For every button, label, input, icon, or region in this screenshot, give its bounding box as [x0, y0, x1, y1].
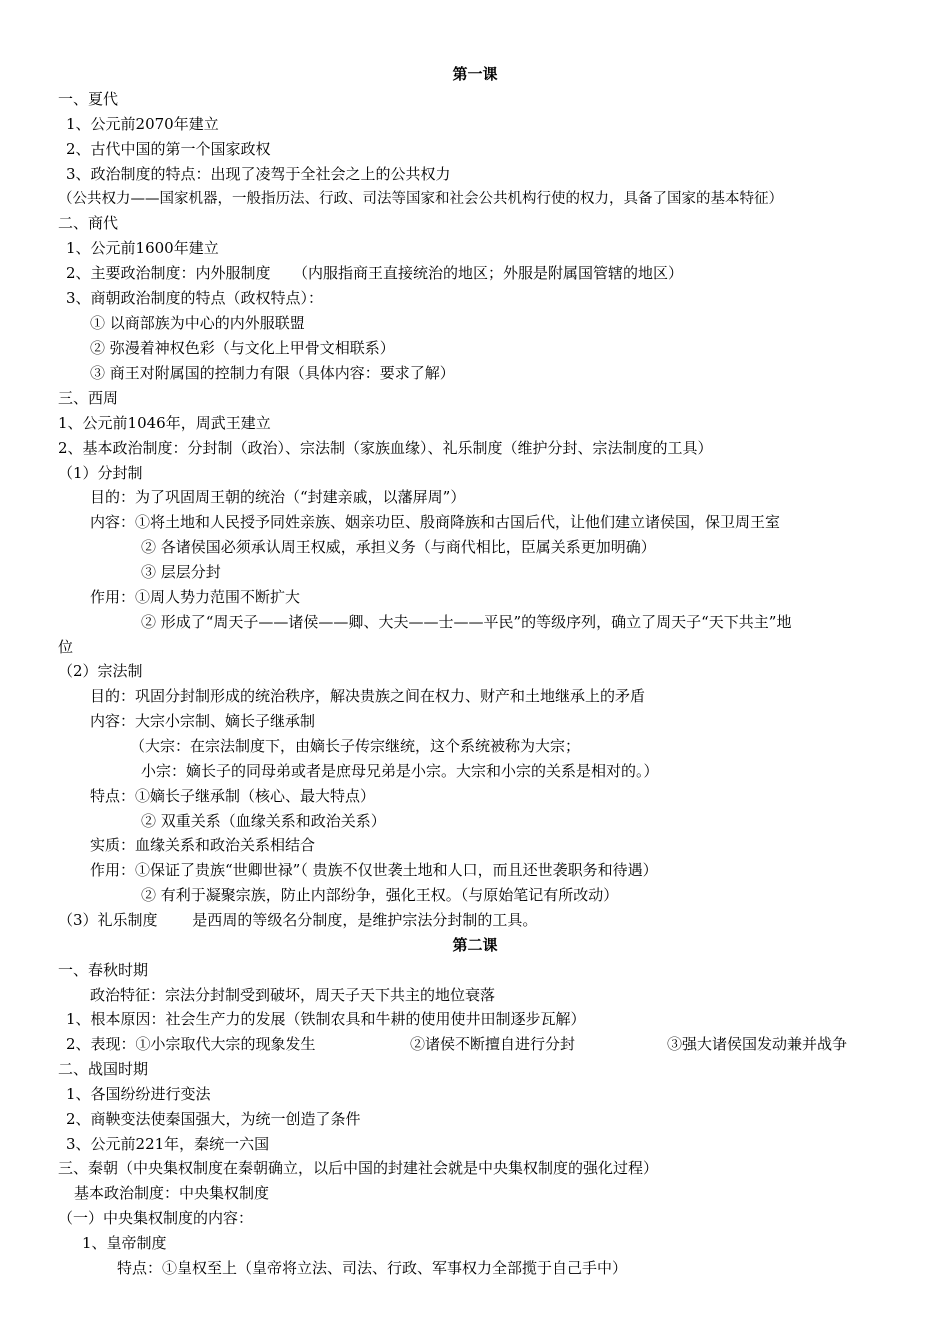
lesson1-title: 第一课 [452, 65, 498, 83]
text-line: 实质：血缘关系和政治关系相结合 [90, 836, 316, 854]
text-line: 内容：大宗小宗制、嫡长子继承制 [90, 712, 316, 730]
text-line: ① 以商部族为中心的内外服联盟 [90, 314, 305, 332]
text-line: 一、夏代 [58, 90, 119, 108]
text-line: （1）分封制 [58, 464, 143, 482]
text-line: 2、主要政治制度：内外服制度 （内服指商王直接统治的地区；外服是附属国管辖的地区） [66, 264, 684, 282]
text-line: 小宗：嫡长子的同母弟或者是庶母兄弟是小宗。大宗和小宗的关系是相对的。） [141, 762, 659, 780]
text-line: 1、公元前1046年，周武王建立 [58, 414, 271, 432]
text-line: 3、商朝政治制度的特点（政权特点）： [66, 289, 324, 307]
text-line: 特点：①嫡长子继承制（核心、最大特点） [90, 787, 376, 805]
text-line: 三、西周 [58, 389, 119, 407]
text-line: （一）中央集权制度的内容： [58, 1209, 254, 1227]
text-line: （公共权力——国家机器，一般指历法、行政、司法等国家和社会公共机构行使的权力，具备了国家的基本特征） [58, 191, 783, 207]
text-line: ② 双重关系（血缘关系和政治关系） [141, 812, 386, 830]
text-line: 作用：①保证了贵族“世卿世禄”（ 贵族不仅世袭土地和人口，而且还世袭职务和待遇） [90, 861, 658, 879]
text-line: ②诸侯不断擅自进行分封 [410, 1035, 576, 1053]
text-line: 1、各国纷纷进行变法 [66, 1085, 211, 1103]
text-line: 二、战国时期 [58, 1060, 149, 1078]
text-line: 2、表现：①小宗取代大宗的现象发生 [66, 1035, 316, 1053]
text-line: 二、商代 [58, 214, 119, 232]
text-line: （大宗：在宗法制度下，由嫡长子传宗继统，这个系统被称为大宗； [130, 737, 581, 755]
text-line: ③ 商王对附属国的控制力有限（具体内容：要求了解） [90, 364, 455, 382]
text-line: ② 形成了“周天子——诸侯——卿、大夫——士——平民”的等级序列，确立了周天子“天下共主”地 [141, 613, 792, 631]
text-line: 目的：巩固分封制形成的统治秩序，解决贵族之间在权力、财产和土地继承上的矛盾 [90, 687, 646, 705]
text-line: 3、政治制度的特点：出现了凌驾于全社会之上的公共权力 [66, 165, 451, 183]
text-line: 1、根本原因：社会生产力的发展（铁制农具和牛耕的使用使井田制逐步瓦解） [66, 1010, 586, 1028]
text-line: （2）宗法制 [58, 662, 143, 680]
text-line: ② 弥漫着神权色彩（与文化上甲骨文相联系） [90, 339, 395, 357]
text-line: 1、皇帝制度 [82, 1234, 167, 1252]
text-line: 1、公元前1600年建立 [66, 239, 219, 257]
text-line: 三、秦朝（中央集权制度在秦朝确立，以后中国的封建社会就是中央集权制度的强化过程） [58, 1159, 659, 1177]
text-line: 3、公元前221年，秦统一六国 [66, 1135, 270, 1153]
text-line: 内容：①将土地和人民授予同姓亲族、姻亲功臣、殷商降族和古国后代，让他们建立诸侯国，保卫周王室 [90, 513, 781, 531]
text-line: 2、商鞅变法使秦国强大，为统一创造了条件 [66, 1110, 361, 1128]
text-line: ② 各诸侯国必须承认周王权威，承担义务（与商代相比，臣属关系更加明确） [141, 538, 656, 556]
text-line: ③强大诸侯国发动兼并战争 [667, 1035, 848, 1053]
text-line: 作用：①周人势力范围不断扩大 [90, 588, 301, 606]
text-line: ③ 层层分封 [141, 563, 221, 581]
text-line: 一、春秋时期 [58, 961, 149, 979]
text-line: 政治特征：宗法分封制受到破坏，周天子天下共主的地位衰落 [90, 986, 496, 1004]
text-line: ② 有利于凝聚宗族，防止内部纷争，强化王权。（与原始笔记有所改动） [141, 886, 619, 904]
text-line: （3）礼乐制度 是西周的等级名分制度，是维护宗法分封制的工具。 [58, 911, 538, 929]
text-line: 特点：①皇权至上（皇帝将立法、司法、行政、军事权力全部揽于自己手中） [117, 1259, 628, 1277]
text-line: 基本政治制度：中央集权制度 [74, 1184, 270, 1202]
text-line: 1、公元前2070年建立 [66, 115, 219, 133]
text-line: 位 [58, 638, 74, 656]
text-line: 2、基本政治制度：分封制（政治）、宗法制（家族血缘）、礼乐制度（维护分封、宗法制度的工具） [58, 439, 713, 457]
lesson2-title: 第二课 [452, 936, 498, 954]
text-line: 2、古代中国的第一个国家政权 [66, 140, 271, 158]
text-line: 目的：为了巩固周王朝的统治（“封建亲戚，以藩屏周”） [90, 488, 466, 506]
